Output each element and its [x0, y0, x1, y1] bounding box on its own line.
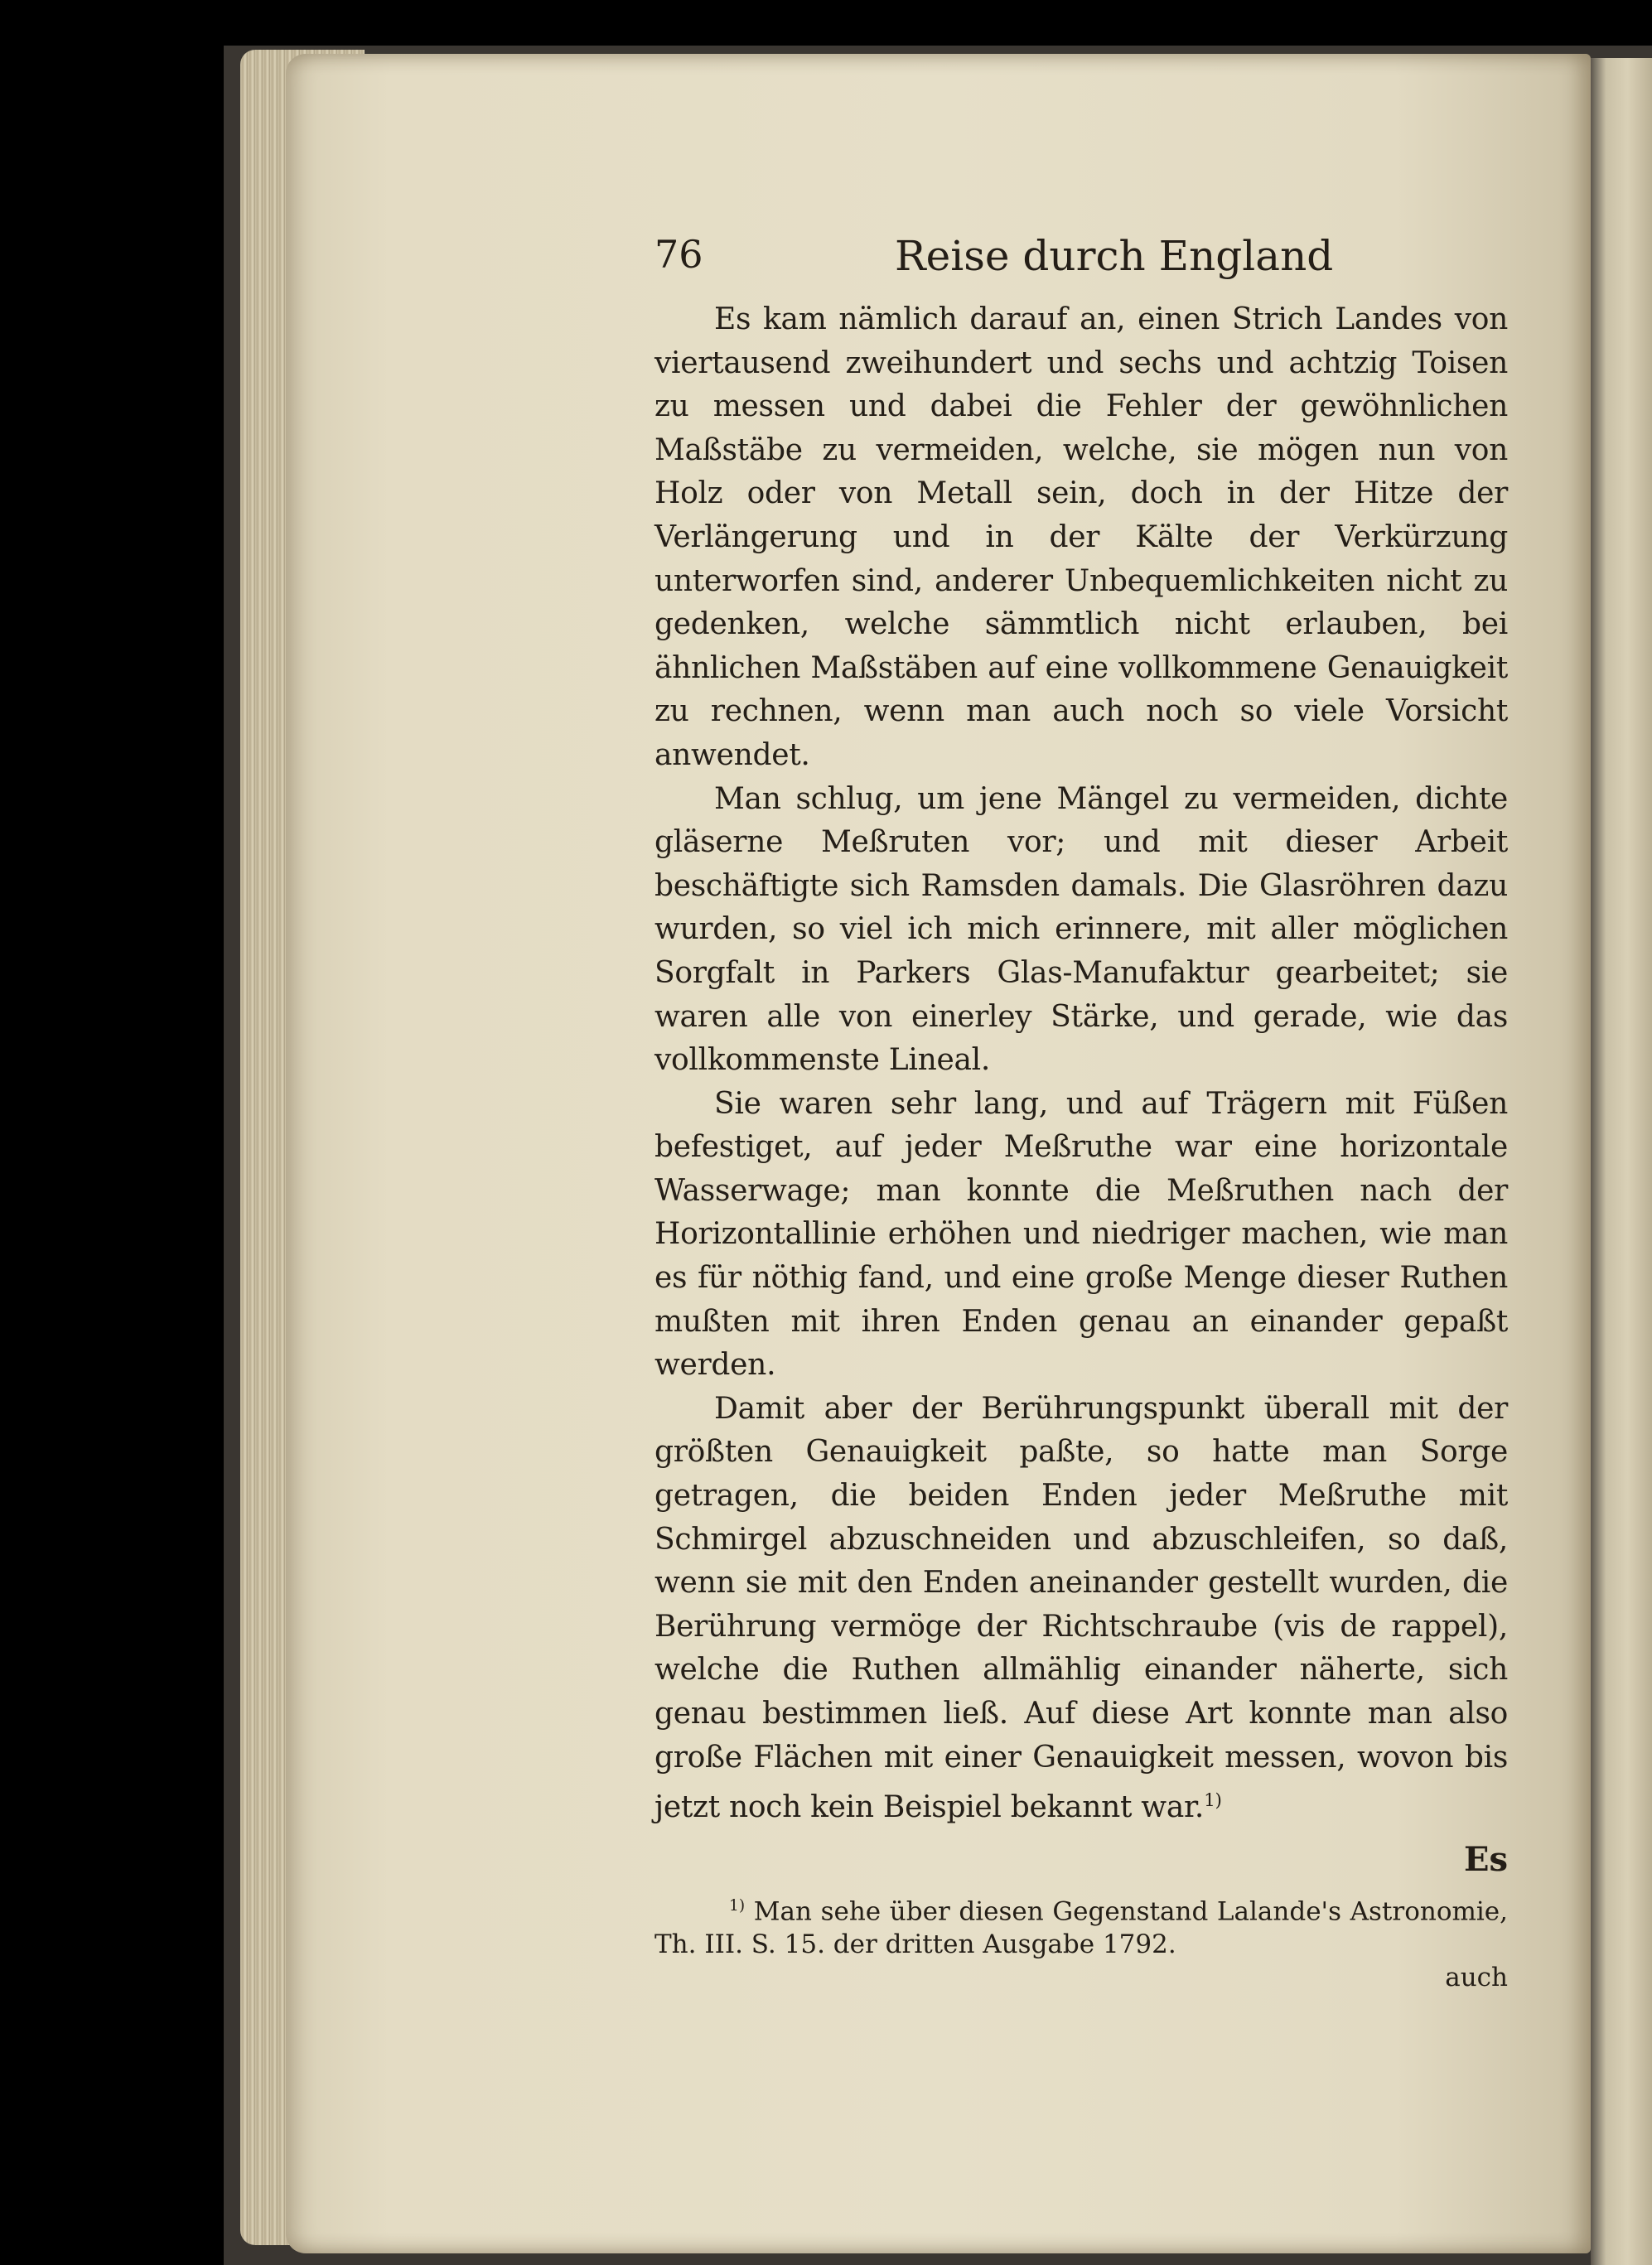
footnote-text: Man sehe über diesen Gegenstand Lalande's Astronomie, Th. III. S. 15. der dritten Ausgabe 1792. [655, 1896, 1509, 1960]
page-number: 76 [655, 232, 703, 277]
footnote-reference: 1) [1204, 1790, 1222, 1812]
paragraph-2: Man schlug, um jene Mängel zu vermeiden, dichte gläserne Meßruten vor; und mit dieser Arbeit beschäftigte sich Ramsden damals. Die Glasröhren dazu wurden, so viel ich mich erinnere, mit aller möglichen Sorgfalt in Parkers Glas-Manufaktur gearbeitet; sie waren alle von einerley Stärke, und gerade, wie das vollkommenste Lineal. [655, 781, 1508, 1078]
paragraph-4 [655, 1388, 1508, 1830]
footnote-continuation: auch [1445, 1963, 1508, 1993]
facing-page-edge [1591, 58, 1652, 2265]
footnote [655, 1890, 1508, 1961]
running-title: Reise durch England [895, 232, 1334, 280]
footnote-marker: 1) [729, 1896, 746, 1915]
paragraph-3: Sie waren sehr lang, und auf Trägern mit Füßen befestiget, auf jeder Meßruthe war eine horizontale Wasserwage; man konnte die Meßruthen nach der Horizontallinie erhöhen und niedriger machen, wie man es für nöthig fand, und eine große Menge dieser Ruthen mußten mit ihren Enden genau an einander gepaßt werden. [655, 1086, 1508, 1383]
page-header [655, 224, 1508, 298]
paragraph-4-text: Damit aber der Berührungspunkt überall mit der größten Genauigkeit paßte, so hatte man Sorge getragen, die beiden Enden jeder Meßruthe mit Schmirgel abzuschneiden und abzuschleifen, so daß, wenn sie mit den Enden aneinander gestellt wurden, die Berührung vermöge der Richtschraube (vis de rappel), welche die Ruthen allmählig einander näherte, sich genau bestimmen ließ. Auf diese Art konnte man also große Flächen mit einer Genauigkeit messen, wovon bis jetzt noch kein Beispiel bekannt war. [655, 1391, 1508, 1825]
page-content [655, 224, 1508, 1994]
paragraph-1: Es kam nämlich darauf an, einen Strich Landes von viertausend zweihundert und sechs und achtzig Toisen zu messen und dabei die Fehler der gewöhnlichen Maßstäbe zu vermeiden, welche, sie mögen nun von Holz oder von Metall sein, doch in der Hitze der Verlängerung und in der Kälte der Verkürzung unterworfen sind, anderer Unbequemlichkeiten nicht zu gedenken, welche sämmtlich nicht erlauben, bei ähnlichen Maßstäben auf eine vollkommene Genauigkeit zu rechnen, wenn man auch noch so viele Vorsicht anwendet. [655, 302, 1508, 772]
catchword: Es [1463, 1839, 1508, 1879]
